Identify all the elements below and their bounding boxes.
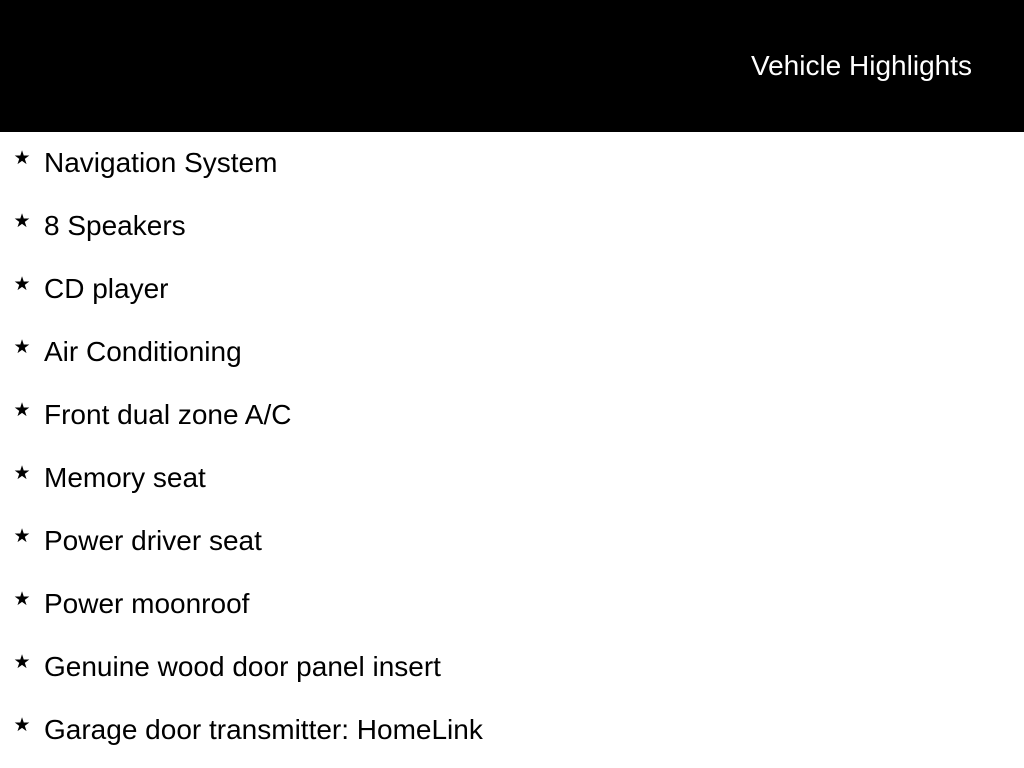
star-icon: ★ [13, 463, 31, 484]
page-title: Vehicle Highlights [750, 50, 972, 81]
list-item [0, 447, 483, 510]
feature-label: Power driver seat [44, 525, 262, 556]
feature-label: Air Conditioning [44, 336, 242, 367]
list-item [0, 321, 483, 384]
list-item [0, 258, 483, 321]
star-icon: ★ [13, 211, 31, 232]
list-item [0, 573, 483, 636]
feature-label: Power moonroof [44, 588, 250, 619]
feature-list [0, 132, 483, 762]
list-item [0, 195, 483, 258]
feature-label: Genuine wood door panel insert [44, 651, 441, 682]
feature-label: Garage door transmitter: HomeLink [44, 714, 483, 745]
list-item [0, 699, 483, 762]
feature-label: CD player [44, 273, 169, 304]
list-item [0, 384, 483, 447]
star-icon: ★ [13, 715, 31, 736]
list-item [0, 510, 483, 573]
feature-label: Front dual zone A/C [44, 399, 292, 430]
list-item [0, 636, 483, 699]
feature-label: Navigation System [44, 147, 278, 178]
star-icon: ★ [13, 274, 31, 295]
star-icon: ★ [13, 526, 31, 547]
header-bar [0, 0, 1024, 132]
list-item [0, 132, 483, 195]
star-icon: ★ [13, 148, 31, 169]
star-icon: ★ [13, 652, 31, 673]
star-icon: ★ [13, 589, 31, 610]
star-icon: ★ [13, 337, 31, 358]
feature-label: 8 Speakers [44, 210, 186, 241]
feature-label: Memory seat [44, 462, 206, 493]
star-icon: ★ [13, 400, 31, 421]
